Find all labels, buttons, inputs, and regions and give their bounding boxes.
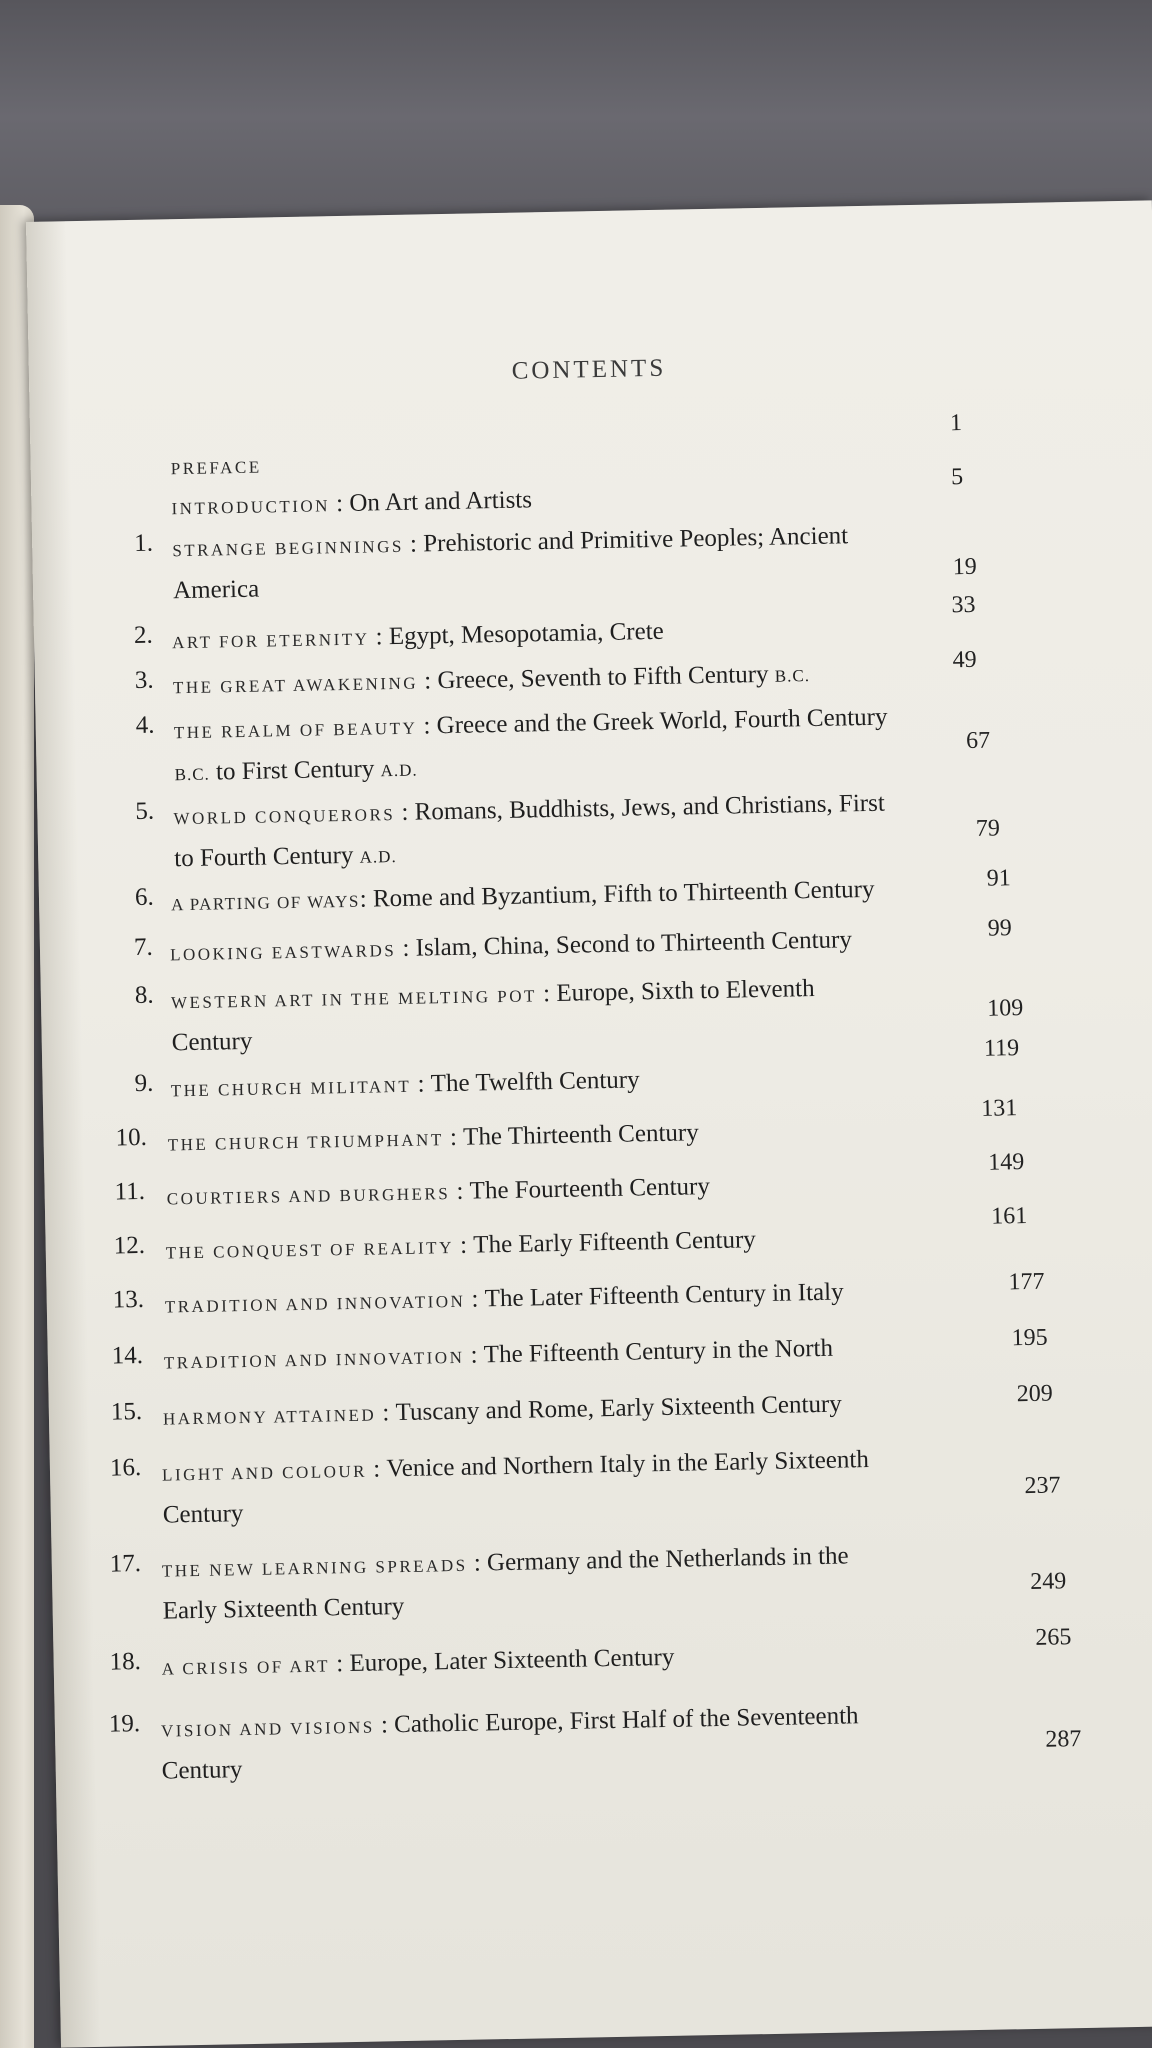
- chapter-number: 16.: [109, 1454, 142, 1482]
- entry-subtitle: Egypt, Mesopotamia, Crete: [388, 617, 664, 651]
- entry-page-number: 249: [1030, 1568, 1067, 1595]
- chapter-number: 15.: [110, 1397, 143, 1426]
- entry-page-number: 265: [1035, 1624, 1072, 1651]
- entry-label: STRANGE BEGINNINGS: [172, 536, 405, 561]
- entry-subtitle: The Thirteenth Century: [462, 1119, 699, 1151]
- entry-subtitle: Prehistoric and Primitive Peoples; Ancient: [422, 522, 849, 558]
- entry-subtitle: Romans, Buddhists, Jews, and Christians, First: [414, 789, 886, 826]
- entry-subtitle: Greece and the Greek World, Fourth Century: [436, 703, 888, 740]
- toc-entry: 10. THE CHURCH TRIUMPHANT : The Thirteenth Century 131: [115, 1095, 1018, 1155]
- toc-entry: 5. WORLD CONQUERORS : Romans, Buddhists, Jews, and Christians, First to Fourth Century A.D. 79: [135, 789, 1001, 873]
- era-suffix: A.D.: [359, 847, 397, 867]
- entry-label: LOOKING EASTWARDS: [169, 941, 397, 965]
- toc-entry: 18. A CRISIS OF ART : Europe, Later Sixteenth Century 265: [109, 1624, 1072, 1679]
- chapter-number: 10.: [115, 1123, 148, 1152]
- toc-entry: 4. THE REALM OF BEAUTY : Greece and the Greek World, Fourth Century B.C. to First Century A.D. 67: [135, 703, 991, 786]
- entry-page-number: 5: [950, 464, 964, 491]
- entry-page-number: 131: [980, 1095, 1018, 1122]
- entry-subtitle: The Fifteenth Century in the North: [483, 1334, 834, 1369]
- toc-entry: 1. STRANGE BEGINNINGS : Prehistoric and Primitive Peoples; Ancient America 19: [133, 522, 978, 605]
- entry-subtitle: The Fourteenth Century: [469, 1173, 711, 1205]
- entry-subtitle: The Later Fifteenth Century in Italy: [484, 1278, 844, 1313]
- entry-subtitle: The Early Fifteenth Century: [473, 1226, 757, 1259]
- chapter-number: 11.: [114, 1177, 146, 1206]
- toc-entry: 12. THE CONQUEST OF REALITY : The Early Fifteenth Century 161: [113, 1202, 1028, 1263]
- page-title: CONTENTS: [511, 354, 667, 385]
- entry-subtitle: Europe, Sixth to Eleventh: [556, 975, 815, 1007]
- chapter-number: 5.: [135, 797, 155, 826]
- entry-label: ART FOR ETERNITY: [171, 629, 370, 653]
- entry-subtitle: Catholic Europe, First Half of the Seventeenth: [393, 1702, 859, 1739]
- entry-label: INTRODUCTION: [171, 496, 331, 519]
- toc-entry: 17. THE NEW LEARNING SPREADS : Germany and the Netherlands in the Early Sixteenth Century 249: [109, 1542, 1067, 1625]
- entry-subtitle: Venice and Northern Italy in the Early Sixteenth: [386, 1446, 870, 1483]
- chapter-number: 3.: [134, 666, 154, 694]
- chapter-number: 7.: [133, 933, 153, 962]
- entry-subtitle-continued: to Fourth Century: [173, 841, 354, 873]
- entry-label: THE CHURCH TRIUMPHANT: [167, 1130, 444, 1155]
- entry-page-number: 33: [951, 591, 976, 619]
- entry-subtitle: On Art and Artists: [349, 486, 533, 517]
- entry-label: THE CHURCH MILITANT: [170, 1076, 412, 1101]
- entry-label: TRADITION AND INNOVATION: [164, 1291, 466, 1317]
- chapter-number: 19.: [108, 1710, 141, 1738]
- book-page: [26, 200, 1152, 2047]
- chapter-number: 12.: [113, 1231, 146, 1260]
- entry-label: A CRISIS OF ART: [161, 1656, 331, 1679]
- entry-label: THE NEW LEARNING SPREADS: [161, 1555, 468, 1581]
- entry-subtitle: Islam, China, Second to Thirteenth Century: [415, 926, 853, 962]
- entry-page-number: 209: [1016, 1380, 1053, 1408]
- chapter-number: 9.: [134, 1069, 154, 1098]
- chapter-number: 6.: [134, 883, 154, 912]
- entry-page-number: 1: [949, 410, 963, 437]
- entry-page-number: 287: [1045, 1726, 1082, 1753]
- entry-subtitle: Germany and the Netherlands in the: [486, 1542, 849, 1577]
- toc-entry-introduction: INTRODUCTION : On Art and Artists 5: [171, 464, 964, 519]
- toc-entry: 19. VISION AND VISIONS : Catholic Europe, First Half of the Seventeenth Century 287: [108, 1702, 1082, 1785]
- entry-label: VISION AND VISIONS: [160, 1717, 375, 1741]
- entry-subtitle: Rome and Byzantium, Fifth to Thirteenth Century: [372, 875, 875, 913]
- chapter-number: 13.: [112, 1285, 145, 1314]
- entry-page-number: 49: [952, 646, 977, 674]
- entry-page-number: 177: [1008, 1268, 1045, 1296]
- entry-label: THE REALM OF BEAUTY: [173, 718, 418, 743]
- chapter-number: 8.: [134, 981, 154, 1010]
- entry-label: THE GREAT AWAKENING: [172, 673, 419, 698]
- toc-entry: 15. HARMONY ATTAINED : Tuscany and Rome, Early Sixteenth Century 209: [110, 1380, 1053, 1429]
- toc-entry: 7. LOOKING EASTWARDS : Islam, China, Second to Thirteenth Century 99: [133, 915, 1012, 965]
- entry-page-number: 19: [952, 553, 978, 581]
- entry-page-number: 149: [987, 1149, 1025, 1176]
- entry-subtitle-continued: Century: [162, 1500, 244, 1529]
- entry-subtitle-continued: Century: [171, 1027, 253, 1057]
- toc-entry: 13. TRADITION AND INNOVATION : The Later Fifteenth Century in Italy 177: [112, 1268, 1045, 1317]
- chapter-number: 2.: [133, 621, 153, 650]
- entry-label: THE CONQUEST OF REALITY: [165, 1237, 455, 1263]
- entry-subtitle-continued: America: [172, 575, 260, 605]
- chapter-number: 14.: [111, 1341, 144, 1370]
- entry-label: HARMONY ATTAINED: [162, 1405, 377, 1429]
- toc-entry: 6. A PARTING OF WAYS: Rome and Byzantium, Fifth to Thirteenth Century 91: [134, 865, 1012, 915]
- entry-page-number: 119: [983, 1035, 1020, 1062]
- entry-subtitle-continued: Early Sixteenth Century: [162, 1592, 405, 1625]
- page-gutter-shadow: [26, 221, 101, 2047]
- toc-entry: 9. THE CHURCH MILITANT : The Twelfth Century 119: [134, 1035, 1020, 1101]
- entry-subtitle-continued: to First Century: [215, 755, 375, 786]
- entry-label: TRADITION AND INNOVATION: [163, 1347, 465, 1373]
- entry-subtitle: Greece, Seventh to Fifth Century: [437, 660, 769, 695]
- entry-page-number: 237: [1024, 1472, 1061, 1500]
- entry-subtitle: The Twelfth Century: [430, 1066, 640, 1098]
- toc-entry: 8. WESTERN ART IN THE MELTING POT : Europe, Sixth to Eleventh Century 109: [134, 975, 1024, 1057]
- entry-page-number: 161: [991, 1202, 1028, 1230]
- era-suffix: A.D.: [380, 760, 418, 781]
- entry-label: COURTIERS AND BURGHERS: [166, 1184, 451, 1209]
- entry-label: WESTERN ART IN THE MELTING POT: [170, 986, 538, 1013]
- chapter-number: 17.: [109, 1550, 142, 1578]
- entry-subtitle: Tuscany and Rome, Early Sixteenth Century: [395, 1390, 843, 1427]
- previous-page-edge: [0, 205, 34, 2048]
- entry-label: A PARTING OF WAYS: [170, 891, 361, 915]
- toc-entry: 2. ART FOR ETERNITY : Egypt, Mesopotamia, Crete 33: [133, 591, 976, 653]
- entry-page-number: 99: [987, 915, 1012, 942]
- entry-page-number: 91: [986, 865, 1012, 892]
- entry-subtitle-continued: Century: [161, 1756, 243, 1785]
- entry-label: LIGHT AND COLOUR: [161, 1461, 368, 1485]
- entry-label: PREFACE: [170, 457, 262, 479]
- era-suffix: B.C.: [774, 666, 811, 686]
- entry-page-number: 195: [1011, 1324, 1048, 1352]
- era-prefix: B.C.: [174, 764, 211, 785]
- entry-subtitle: Europe, Later Sixteenth Century: [349, 1643, 675, 1678]
- toc-entry: 14. TRADITION AND INNOVATION : The Fifteenth Century in the North 195: [111, 1324, 1048, 1373]
- entry-page-number: 79: [975, 815, 1001, 842]
- chapter-number: 4.: [135, 711, 155, 739]
- toc-entry: 3. THE GREAT AWAKENING : Greece, Seventh to Fifth Century B.C. 49: [134, 646, 977, 698]
- toc-entry: 16. LIGHT AND COLOUR : Venice and Northern Italy in the Early Sixteenth Century 237: [109, 1446, 1061, 1529]
- entry-page-number: 67: [965, 727, 991, 755]
- chapter-number: 18.: [109, 1648, 142, 1676]
- entry-label: WORLD CONQUERORS: [173, 805, 396, 829]
- entry-page-number: 109: [987, 995, 1024, 1022]
- toc-entry: 11. COURTIERS AND BURGHERS : The Fourteenth Century 149: [114, 1149, 1025, 1209]
- chapter-number: 1.: [133, 529, 154, 557]
